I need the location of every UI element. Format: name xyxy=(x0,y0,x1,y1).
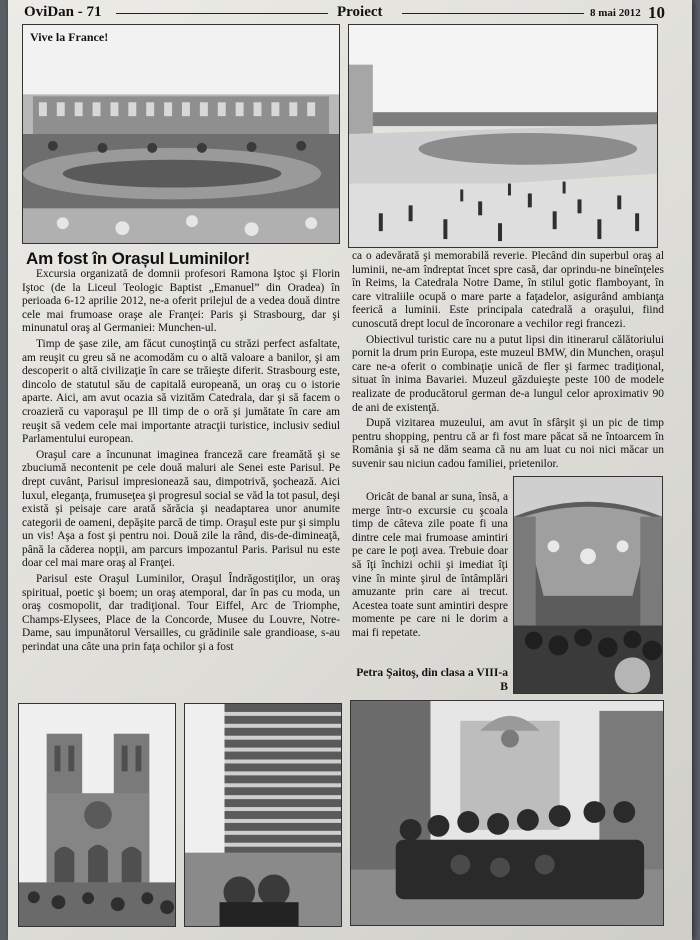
photo-versailles-gardens xyxy=(348,24,658,248)
issue-date: 8 mai 2012 xyxy=(590,7,641,19)
paragraph: ca o adevărată şi memorabilă reverie. Plecând din superbul oraş al luminii, ne-am îndreptat încet spre casă, dar oprindu-ne bineînţeles în Reims, la Catedrala Notre Dame, în stilul gotic flamboyant, în care vitraliile ocupă o mare parte a faţadelor, asigurând ambianţa feerică a luminii. Este principala catedrală a oraşului, fiind cunoscută drept locul de încoronare a vechilor regi francezi. xyxy=(352,250,664,330)
page-number: 10 xyxy=(648,3,665,22)
paragraph: Parisul este Oraşul Luminilor, Oraşul Îndrăgostiţilor, un oraş spiritual, poetic şi boem; un oraş atemporal, dar în pas cu moda, un oraş cosmopolit, dar tradiţional. Tour Eiffel, Arc de Triomphe, Champs-Elysees, Place de la Concorde, Musee du Louvre, Notre-Dame, sau impunătorul Versailles, cu grădinile sale grandioase, s-au perindat una câte una prin faţa ochilor şi a fost xyxy=(22,573,340,654)
publication-name: OviDan - 71 xyxy=(24,4,102,20)
article-author: Petra Şaitoş, din clasa a VIII-a B xyxy=(356,666,508,693)
paragraph: Excursia organizată de domnii profesori Ramona Iştoc şi Florin Iştoc (de la Liceul Teologic Baptist „Emanuel” din Oradea) în perioada 6-12 aprilie 2012, ne-a oferit prilejul de a vedea două dintre cele mai frumoase oraşe ale Franţei: Paris şi Strasbourg, dar şi minunatul oraş al Germaniei: Munchen-ul. xyxy=(22,268,340,335)
paragraph: Timp de şase zile, am făcut cunoştinţă cu străzi perfect asfaltate, am reuşit cu greu să ne acomodăm cu o altă valoare a banilor, şi am descoperit o altă civilizaţie în care se trăieşte diferit. Strasbourg este, dincolo de statutul său de capitală europeană, un oraş cu o istorie aparte. Aici, am avut ocazia să vizităm Catedrala, dar şi să facem o croazieră cu vaporaşul pe Ill timp de o oră şi jumătate în care am reuşit să vedem cele mai importante atracţii turistice, inclusiv sediul Parlamentului european. xyxy=(22,337,340,446)
photo-notre-dame xyxy=(18,703,176,927)
photo-hall-of-mirrors xyxy=(513,476,663,694)
article-column-narrow xyxy=(352,491,508,643)
article-column-left xyxy=(22,268,340,657)
article-column-right xyxy=(352,250,664,474)
paragraph: Oricât de banal ar suna, însă, a merge într-o excursie cu şcoala timp de câteva zile poate fi una dintre cele mai frumoase amintiri pe care le poţi avea. Trebuie doar să îţi închizi ochii şi imediat îţi vine în minte şirul de întâmplări amuzante prin care ai trecut. Acestea toate sunt amintiri despre momente pe care ni le dorim a mai fi repetate. xyxy=(352,491,508,639)
article-headline: Am fost în Orașul Luminilor! xyxy=(26,249,250,268)
photo-group-portrait xyxy=(350,700,664,926)
photo-caption: Vive la France! xyxy=(30,30,109,44)
newspaper-page xyxy=(8,0,692,940)
photo-cylindrical-tower xyxy=(184,703,342,927)
section-name: Proiect xyxy=(337,4,383,20)
page-header xyxy=(24,4,674,24)
paragraph: După vizitarea muzeului, am avut în sfârşit şi un pic de timp pentru shopping, pentru că ar fi fost mare păcat să ne întoarcem în România şi să ne dăm seama că nu am luat cu noi nici măcar un suvenir sau niciun cadou familiei, prietenilor. xyxy=(352,417,664,470)
header-rule-left xyxy=(116,13,328,14)
paragraph: Oraşul care a încununat imaginea franceză care freamătă şi se zbuciumă necontenit pe cele două maluri ale Senei este Parisul. Pe drept cuvânt, Parisul impresionează sau, dimpotrivă, şochează. Aici luxul, eleganţa, frumuseţea şi progresul social se văd la tot pasul, deşi există şi peisaje care arată sărăcia şi neadaptarea unor anumite categorii de oameni, depăşite parcă de timp. Oraşul este pur şi simplu un vis! Aşa a fost şi pentru noi. Două zile la rând, dis-de-dimineaţă, până la căderea nopţii, am parcurs impozantul Paris. Parisul nu este doar cel mai mare oraş al Franţei. xyxy=(22,448,340,570)
header-rule-right xyxy=(402,13,584,14)
photo-versailles-palace xyxy=(22,24,340,244)
paragraph: Obiectivul turistic care nu a putut lipsi din itinerarul călătoriului pornit la drum prin Europa, este muzeul BMW, din Munchen, oraşul care ne-a oferit o combinaţie unică de fler şi farmec tradiţional, situat în inima Bavariei. Muzeul găzduieşte peste 100 de modele realizate de producătorul german de-a lungul celor aproximativ 90 de ani de existenţă. xyxy=(352,333,664,414)
